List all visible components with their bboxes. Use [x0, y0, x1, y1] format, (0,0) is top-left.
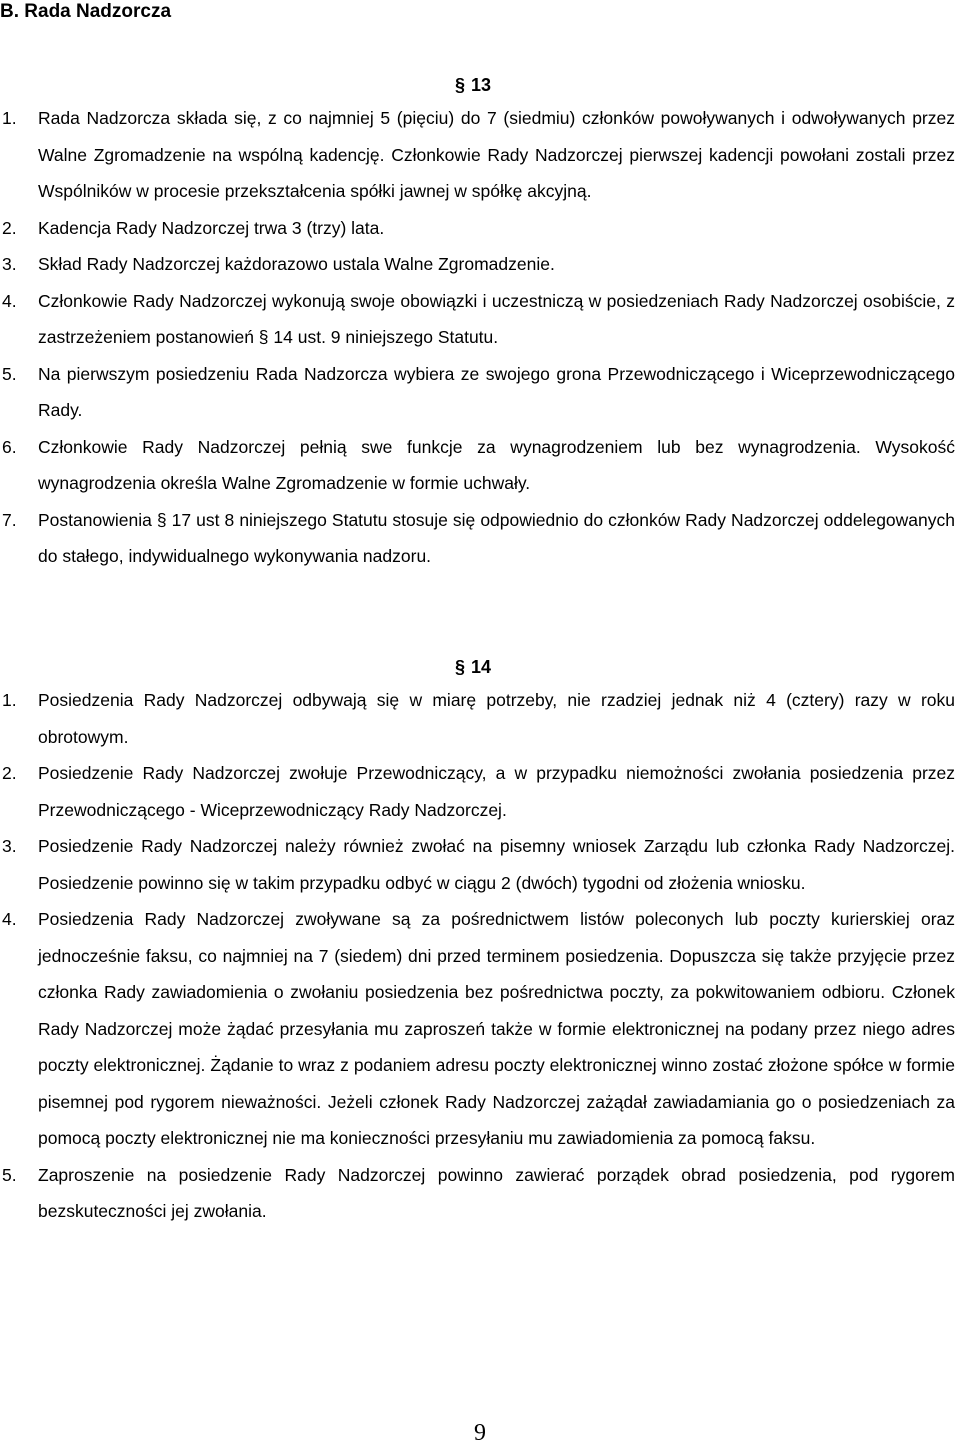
list-item — [0, 100, 955, 210]
page-heading: B. Rada Nadzorcza — [0, 1, 172, 22]
item-list — [0, 682, 955, 1230]
item-text: Posiedzenia Rady Nadzorczej odbywają się w miarę potrzeby, nie rzadziej jednak niż 4 (cztery) razy w roku obrotowym. — [38, 690, 955, 747]
item-number: 1. — [2, 690, 17, 710]
list-item — [0, 901, 955, 1157]
item-text: Posiedzenia Rady Nadzorczej zwoływane są za pośrednictwem listów poleconych lub poczty kurierskiej oraz jednocześnie faksu, co najmniej na 7 (siedem) dni przed terminem posiedzenia. Dopuszcza się także przyjęcie przez członka Rady zawiadomienia o zwołaniu posiedzenia bez pośrednictwa poczty, za pokwitowaniem odbioru. Członek Rady Nadzorczej może żądać przesyłania mu zaproszeń także w formie elektronicznej na podany przez niego adres poczty elektronicznej. Żądanie to wraz z podaniem adresu poczty elektronicznej winno zostać złożone spółce w formie pisemnej pod rygorem nieważności. Jeżeli członek Rady Nadzorczej zażądał zawiadamiania go o posiedzeniach za pomocą poczty elektronicznej nie ma konieczności przesyłaniu mu zawiadomienia za pomocą faksu. — [38, 909, 955, 1148]
item-number: 3. — [2, 836, 17, 856]
page-number: 9 — [474, 1420, 486, 1446]
item-number: 3. — [2, 254, 17, 274]
list-item — [0, 246, 955, 283]
list-item — [0, 682, 955, 755]
paragraph-sign: § — [455, 657, 466, 677]
item-number: 1. — [2, 108, 17, 128]
section-number: 13 — [471, 75, 492, 95]
list-item — [0, 502, 955, 575]
section-title — [455, 652, 955, 682]
section-13 — [0, 70, 955, 575]
section-number: 14 — [471, 657, 492, 677]
item-number: 4. — [2, 290, 17, 311]
item-number: 5. — [2, 363, 17, 384]
item-text: Rada Nadzorcza składa się, z co najmniej 5 (pięciu) do 7 (siedmiu) członków powoływanych i odwoływanych przez Walne Zgromadzenie na wspólną kadencję. Członkowie Rady Nadzorczej pierwszej kadencji powołani zostali przez Wspólników w procesie przekształcenia spółki jawnej w spółkę akcyjną. — [38, 108, 955, 201]
item-number: 6. — [2, 436, 17, 457]
list-item — [0, 828, 955, 901]
item-text: Posiedzenie Rady Nadzorczej zwołuje Przewodniczący, a w przypadku niemożności zwołania posiedzenia przez Przewodniczącego - Wiceprzewodniczący Rady Nadzorczej. — [38, 763, 955, 820]
list-item — [0, 755, 955, 828]
item-text: Skład Rady Nadzorczej każdorazowo ustala Walne Zgromadzenie. — [38, 254, 555, 274]
item-number: 7. — [2, 509, 17, 530]
item-number: 2. — [2, 217, 17, 238]
section-title — [455, 70, 955, 100]
item-list — [0, 100, 955, 575]
list-item — [0, 429, 955, 502]
item-text: Posiedzenie Rady Nadzorczej należy również zwołać na pisemny wniosek Zarządu lub członka Rady Nadzorczej. Posiedzenie powinno się w takim przypadku odbyć w ciągu 2 (dwóch) tygodni od złożenia wniosku. — [38, 836, 955, 893]
section-14 — [0, 652, 955, 1230]
item-number: 5. — [2, 1164, 17, 1185]
item-text: Na pierwszym posiedzeniu Rada Nadzorcza wybiera ze swojego grona Przewodniczącego i Wiceprzewodniczącego Rady. — [38, 363, 955, 420]
item-number: 4. — [2, 909, 17, 929]
list-item — [0, 356, 955, 429]
list-item — [0, 210, 955, 247]
item-text: Kadencja Rady Nadzorczej trwa 3 (trzy) lata. — [38, 217, 385, 238]
item-text: Postanowienia § 17 ust 8 niniejszego Statutu stosuje się odpowiednio do członków Rady Nadzorczej oddelegowanych do stałego, indywidualnego wykonywania nadzoru. — [38, 509, 955, 566]
item-text: Członkowie Rady Nadzorczej pełnią swe funkcje za wynagrodzeniem lub bez wynagrodzenia. Wysokość wynagrodzenia określa Walne Zgromadzenie w formie uchwały. — [38, 436, 955, 493]
item-text: Zaproszenie na posiedzenie Rady Nadzorczej powinno zawierać porządek obrad posiedzenia, pod rygorem bezskuteczności jej zwołania. — [38, 1164, 955, 1221]
item-number: 2. — [2, 763, 17, 783]
list-item — [0, 283, 955, 356]
paragraph-sign: § — [455, 75, 466, 95]
item-text: Członkowie Rady Nadzorczej wykonują swoje obowiązki i uczestniczą w posiedzeniach Rady Nadzorczej osobiście, z zastrzeżeniem postanowień § 14 ust. 9 niniejszego Statutu. — [38, 290, 955, 347]
list-item — [0, 1157, 955, 1230]
